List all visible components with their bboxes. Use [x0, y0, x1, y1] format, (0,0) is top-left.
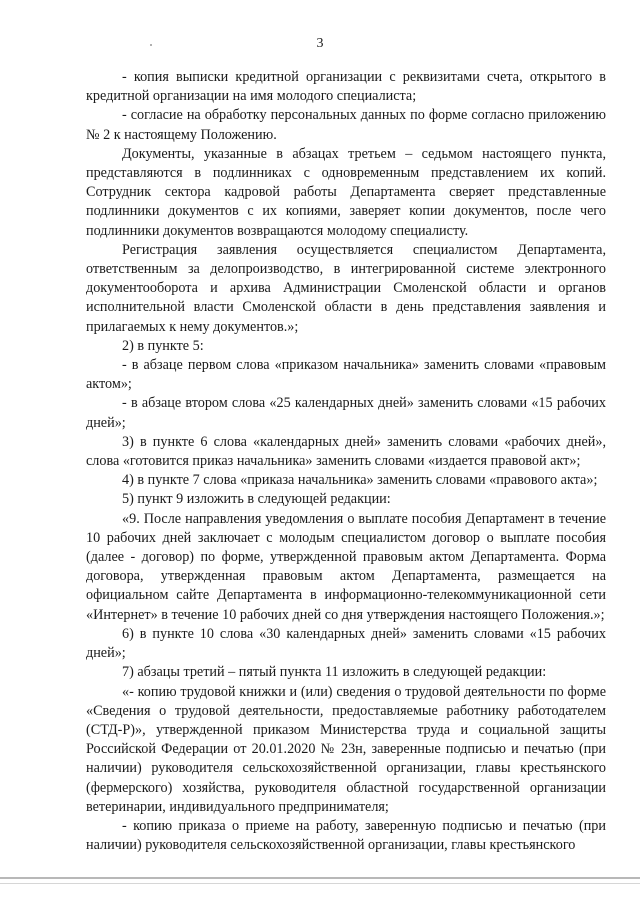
paragraph-item-4: 4) в пункте 7 слова «приказа начальника» заменить словами «правового акта»; — [122, 472, 598, 489]
scan-bottom-edge-shadow — [0, 883, 640, 884]
paragraph-item-2: 2) в пункте 5: — [122, 337, 204, 354]
paragraph-item-2-second: - в абзаце втором слова «25 календарных дней» заменить словами «15 рабочих дней»; — [86, 395, 606, 431]
paragraph-item-2-first: - в абзаце первом слова «приказом начальника» заменить словами «правовым актом»; — [86, 357, 606, 393]
paragraph-registration: Регистрация заявления осуществляется специалистом Департамента, ответственным за делопроизводство, в интегрированной системе электронного документооборота и архива Администрации Смоленской области и органов исполнительной власти Смоленской области в день представления заявления и прилагаемых к нему документов.»; — [86, 241, 606, 335]
paragraph-documents-originals: Документы, указанные в абзацах третьем – седьмом настоящего пункта, представляются в подлинниках с одновременным представлением их копий. Сотрудник сектора кадровой работы Департамента сверяет представленные подлинники документов с их копиями, заверяет копии документов, после чего подлинники документов возвращаются молодому специалисту. — [86, 145, 606, 239]
scan-bottom-edge — [0, 877, 640, 879]
page-number: 3 — [316, 36, 324, 51]
paragraph-item-7: 7) абзацы третий – пятый пункта 11 изложить в следующей редакции: — [122, 664, 547, 681]
paragraph-hiring-order-copy: - копию приказа о приеме на работу, заверенную подписью и печатью (при наличии) руководителя сельскохозяйственной организации, главы крестьянского — [86, 817, 606, 854]
paragraph-item-6: 6) в пункте 10 слова «30 календарных дней» заменить словами «15 рабочих дней»; — [86, 625, 606, 662]
paragraph-point-9: «9. После направления уведомления о выплате пособия Департамент в течение 10 рабочих дней заключает с молодым специалистом договор о выплате пособия (далее - договор) по форме, утвержденной правовым актом Департамента. Форма договора, утвержденная правовым актом Департамента, размещается на официальном сайте Департамента в информационно-телекоммуникационной сети «Интернет» в течение 10 рабочих дней со дня утверждения настоящего Положения.»; — [86, 510, 606, 623]
paragraph-work-book-copy: «- копию трудовой книжки и (или) сведения о трудовой деятельности по форме «Сведения о трудовой деятельности, предоставляемые работнику работодателем (СТД-Р)», утвержденной приказом Министерства труда и социальной защиты Российской Федерации от 20.01.2020 № 23н, заверенные подписью и печатью (при наличии) руководителя сельскохозяйственной организации, главы крестьянского (фермерского) хозяйства, руководителя областной государственной организации ветеринарии, индивидуального предпринимателя; — [86, 683, 606, 815]
paragraph-item-5: 5) пункт 9 изложить в следующей редакции: — [122, 491, 391, 508]
paragraph-consent: - согласие на обработку персональных данных по форме согласно приложению № 2 к настоящему Положению. — [86, 107, 606, 143]
document-body — [86, 68, 606, 855]
paragraph-item-3: 3) в пункте 6 слова «календарных дней» заменить словами «рабочих дней», слова «готовится приказ начальника» заменить словами «издается правовой акт»; — [86, 433, 606, 470]
paragraph-bank-statement: - копия выписки кредитной организации с реквизитами счета, открытого в кредитной организации на имя молодого специалиста; — [86, 69, 606, 105]
